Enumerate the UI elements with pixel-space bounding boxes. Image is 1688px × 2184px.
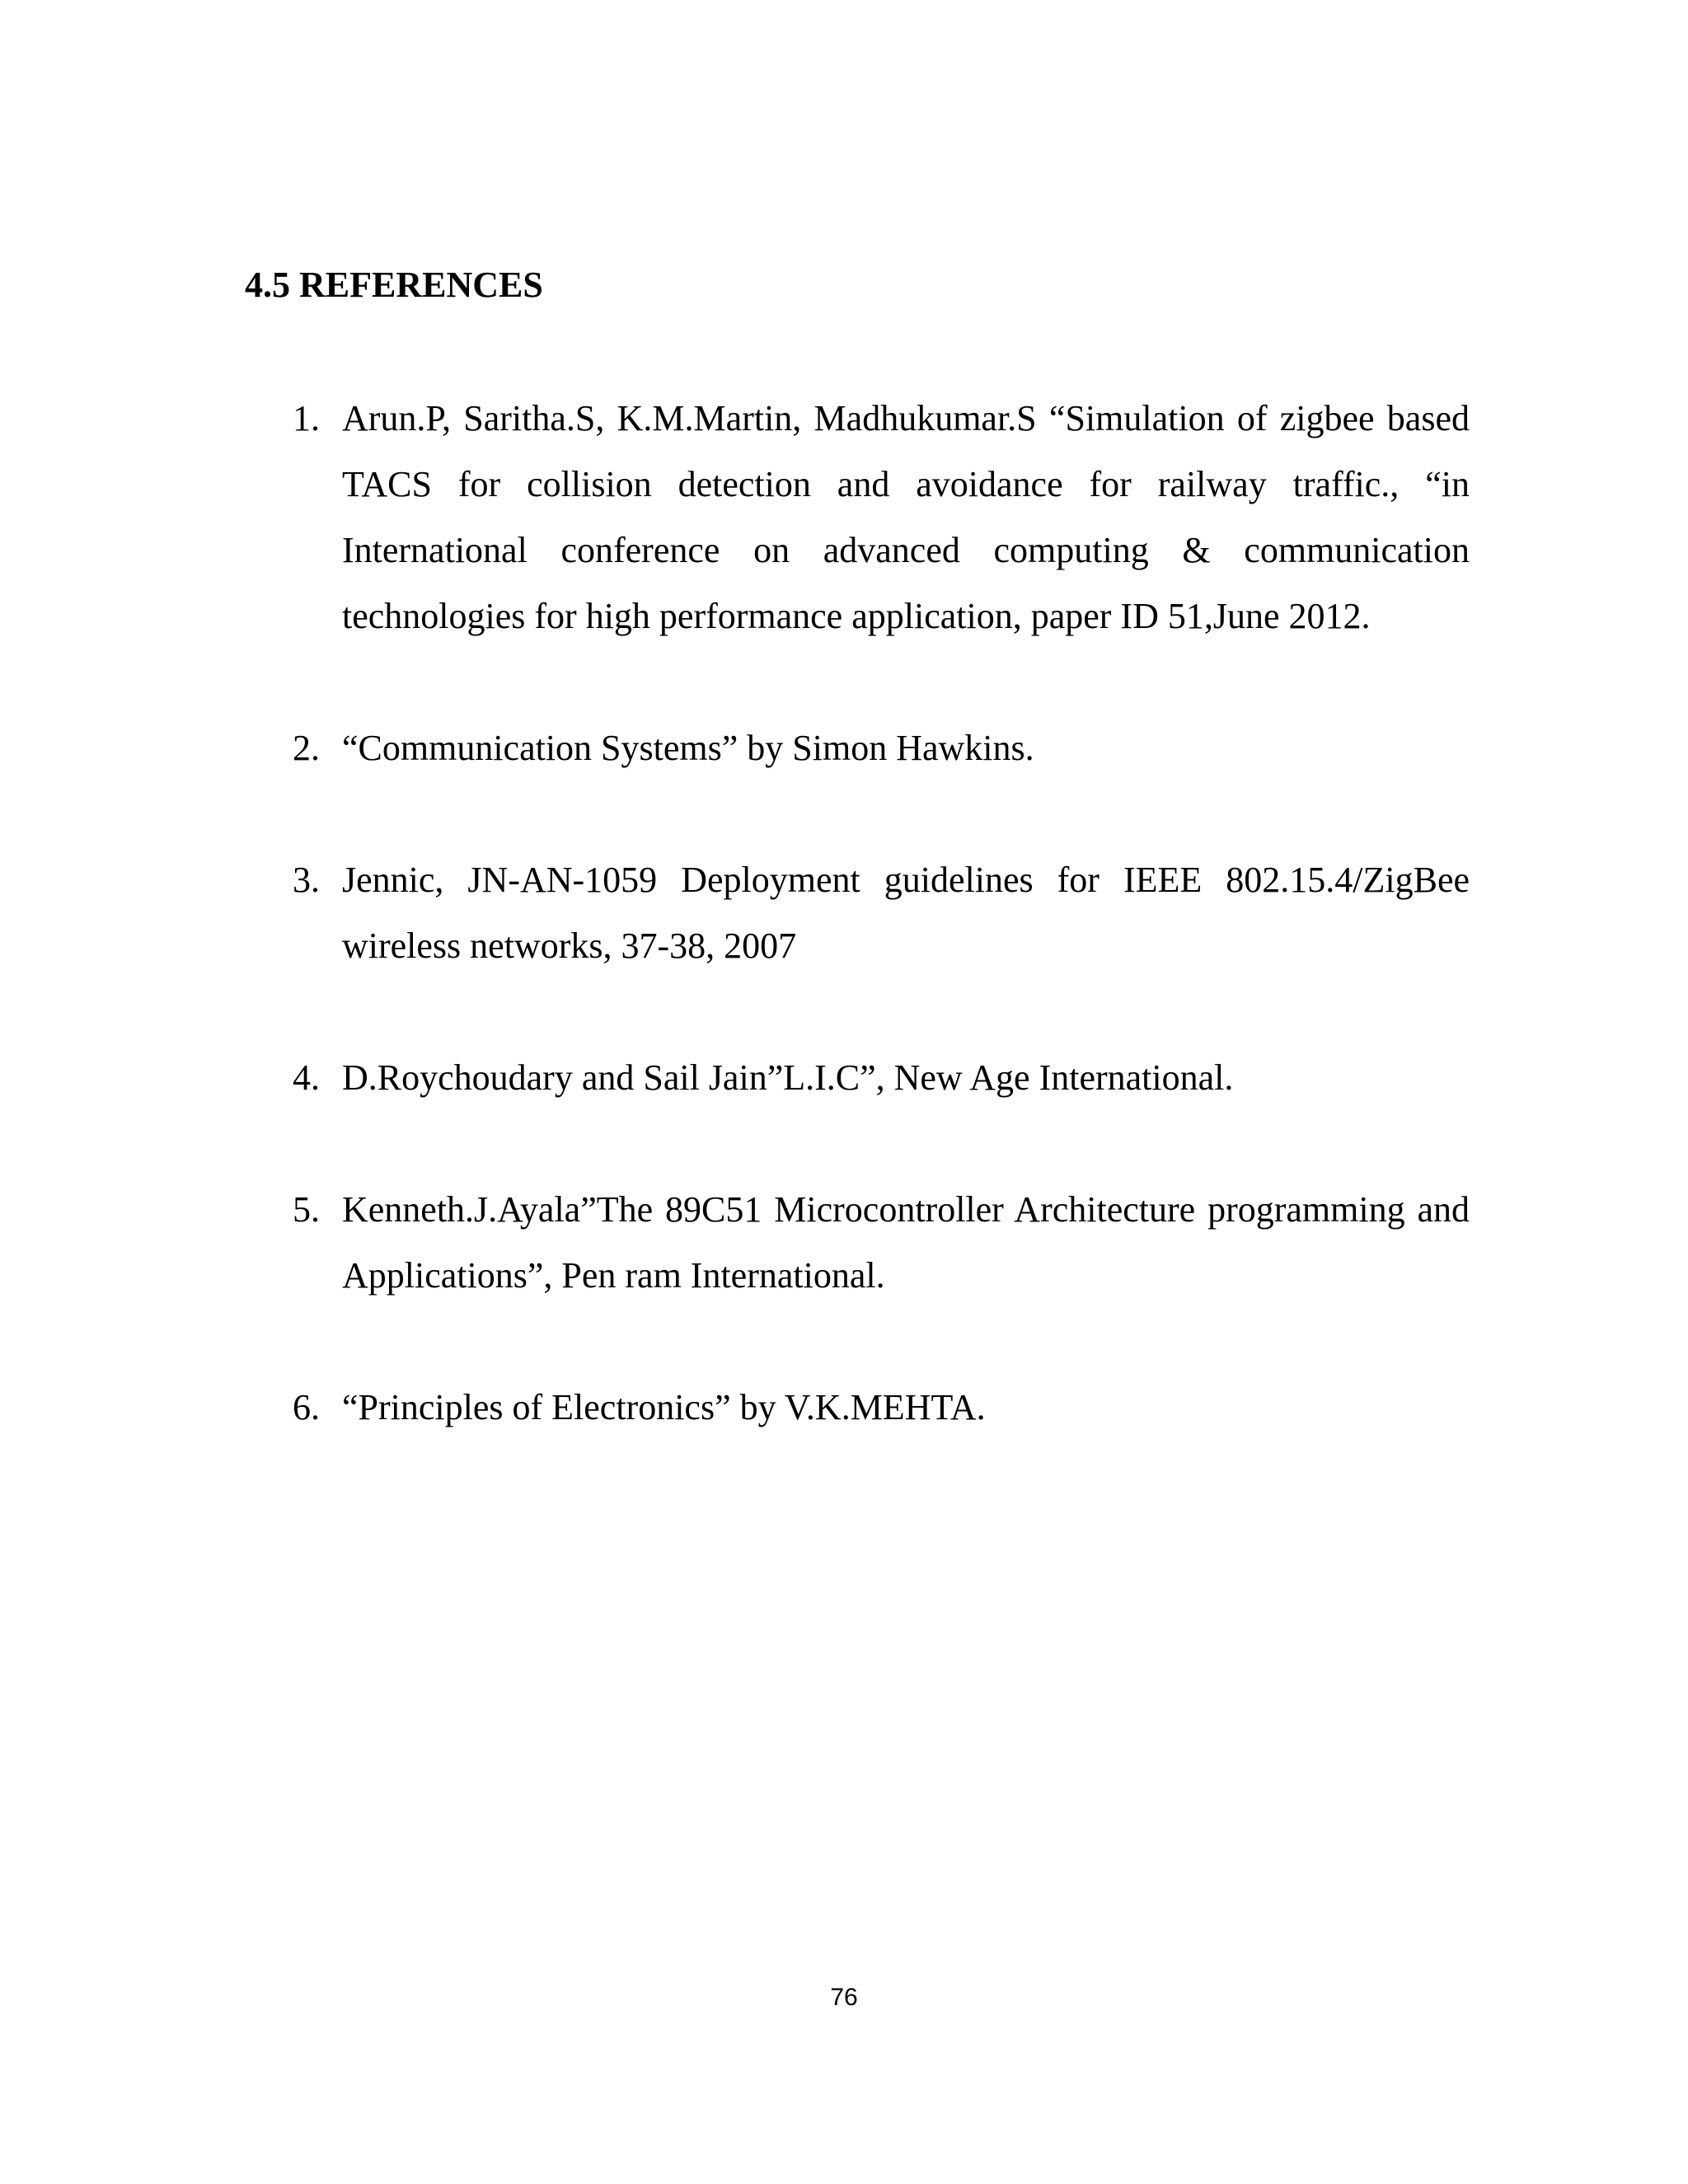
- section-heading: 4.5 REFERENCES: [245, 265, 543, 305]
- reference-text: Kenneth.J.Ayala”The 89C51 Microcontroller Architecture programming and Applications”, Pen ram International.: [342, 1189, 1470, 1296]
- reference-item-6: [293, 1375, 1470, 1441]
- reference-text: D.Roychoudary and Sail Jain”L.I.C”, New Age International.: [342, 1057, 1234, 1098]
- reference-text: “Communication Systems” by Simon Hawkins.: [342, 728, 1034, 768]
- reference-item-2: [293, 715, 1470, 781]
- reference-number: 4.: [293, 1057, 320, 1098]
- reference-text: Arun.P, Saritha.S, K.M.Martin, Madhukumar.S “Simulation of zigbee based TACS for collision detection and avoidance for railway traffic., “in International conference on advanced computing & communication technologies for high performance application, paper ID 51,June 2012.: [342, 398, 1470, 636]
- reference-number: 5.: [293, 1189, 320, 1230]
- reference-number: 2.: [293, 728, 320, 768]
- reference-number: 6.: [293, 1387, 320, 1427]
- reference-text: Jennic, JN-AN-1059 Deployment guidelines for IEEE 802.15.4/ZigBee wireless networks, 37-38, 2007: [342, 860, 1470, 966]
- reference-item-5: [293, 1177, 1470, 1309]
- reference-item-1: [293, 386, 1470, 649]
- reference-number: 3.: [293, 860, 320, 900]
- reference-item-3: [293, 847, 1470, 979]
- page-number: 76: [830, 1984, 858, 2011]
- reference-number: 1.: [293, 398, 320, 438]
- reference-item-4: [293, 1045, 1470, 1111]
- reference-text: “Principles of Electronics” by V.K.MEHTA.: [342, 1387, 986, 1427]
- reference-list: [293, 386, 1470, 1507]
